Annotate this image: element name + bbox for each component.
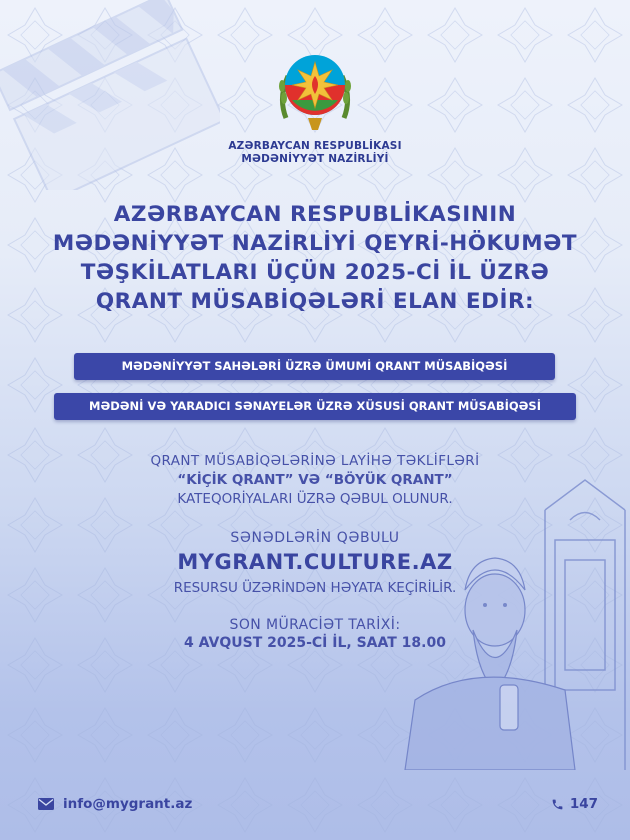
documents-label: SƏNƏDLƏRİN QƏBULU bbox=[230, 530, 400, 546]
envelope-icon bbox=[38, 798, 54, 810]
footer-email[interactable] bbox=[38, 796, 192, 812]
ministry-name-line2: MƏDƏNİYYƏT NAZİRLİYİ bbox=[241, 153, 389, 165]
headline-line4: QRANT MÜSABİQƏLƏRİ ELAN EDİR: bbox=[95, 289, 535, 314]
ministry-name-line1: AZƏRBAYCAN RESPUBLİKASI bbox=[228, 140, 402, 152]
email-text[interactable]: info@mygrant.az bbox=[63, 796, 193, 812]
deadline-label: SON MÜRACİƏT TARİXİ: bbox=[229, 617, 401, 633]
deadline-date: 4 AVQUST 2025-Cİ İL, SAAT 18.00 bbox=[184, 635, 446, 651]
proposals-line3: KATEQORİYALARI ÜZRƏ QƏBUL OLUNUR. bbox=[177, 491, 453, 507]
footer-phone[interactable] bbox=[551, 796, 598, 812]
proposals-line1: QRANT MÜSABİQƏLƏRİNƏ LAYİHƏ TƏKLİFLƏRİ bbox=[150, 453, 480, 469]
proposals-categories: “KİÇİK QRANT” VƏ “BÖYÜK QRANT” bbox=[177, 472, 453, 488]
coat-of-arms-emblem bbox=[278, 48, 352, 134]
headline-line3: TƏŞKİLATLARI ÜÇÜN 2025-Cİ İL ÜZRƏ bbox=[80, 260, 550, 285]
documents-resource-text: RESURSU ÜZƏRİNDƏN HƏYATA KEÇİRİLİR. bbox=[173, 580, 457, 596]
phone-icon bbox=[551, 798, 564, 811]
competition-general: MƏDƏNİYYƏT SAHƏLƏRİ ÜZRƏ ÜMUMİ QRANT MÜSABİQƏSİ bbox=[74, 353, 555, 380]
headline-line2: MƏDƏNİYYƏT NAZİRLİYİ QEYRİ-HÖKUMƏT bbox=[52, 231, 578, 256]
headline bbox=[0, 200, 630, 316]
grant-website-link[interactable]: MYGRANT.CULTURE.AZ bbox=[177, 550, 453, 574]
competition-creative-industries: MƏDƏNİ VƏ YARADICI SƏNAYELƏR ÜZRƏ XÜSUSİ QRANT MÜSABİQƏSİ bbox=[54, 393, 576, 420]
headline-line1: AZƏRBAYCAN RESPUBLİKASININ bbox=[113, 202, 517, 227]
phone-number[interactable]: 147 bbox=[569, 796, 598, 812]
